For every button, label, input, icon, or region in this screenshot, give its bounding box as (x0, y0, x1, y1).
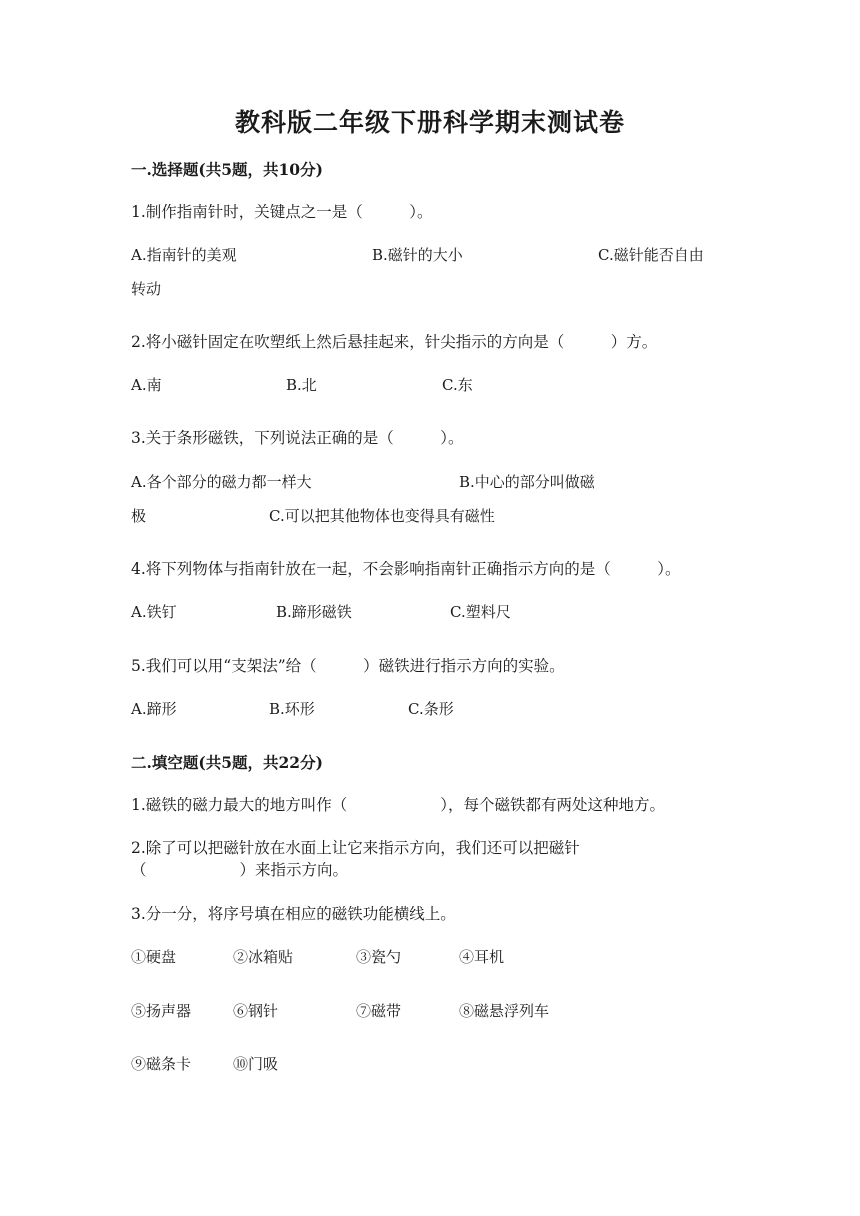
section-heading-choice: 一.选择题(共5题，共10分) (131, 160, 323, 179)
list-item: ④耳机 (459, 948, 505, 966)
option-b: B.磁针的大小 (372, 246, 463, 264)
question-stem: 4.将下列物体与指南针放在一起，不会影响指南针正确指示方向的是（ ）。 (131, 560, 681, 578)
option-c: C.塑料尺 (450, 603, 511, 621)
option-a: A.各个部分的磁力都一样大 (131, 473, 312, 491)
question-stem-continuation: （ ）来指示方向。 (131, 861, 349, 879)
question-stem: 1.制作指南针时，关键点之一是（ ）。 (131, 203, 433, 221)
option-c: C.东 (442, 376, 473, 394)
option-a: A.南 (131, 376, 162, 394)
option-a: A.指南针的美观 (131, 246, 237, 264)
list-item: ⑥钢针 (233, 1002, 279, 1020)
option-c-continuation: 转动 (131, 280, 162, 298)
list-item: ③瓷勺 (356, 948, 402, 966)
option-b: B.中心的部分叫做磁 (459, 473, 595, 491)
list-item: ⑨磁条卡 (131, 1055, 192, 1073)
option-a: A.蹄形 (131, 700, 177, 718)
section-heading-fill: 二.填空题(共5题，共22分) (131, 753, 323, 772)
option-b: B.蹄形磁铁 (276, 603, 352, 621)
question-stem: 3.分一分，将序号填在相应的磁铁功能横线上。 (131, 905, 456, 923)
option-b: B.环形 (269, 700, 315, 718)
list-item: ①硬盘 (131, 948, 177, 966)
list-item: ⑧磁悬浮列车 (459, 1002, 550, 1020)
question-stem: 5.我们可以用“支架法”给（ ）磁铁进行指示方向的实验。 (131, 657, 565, 675)
question-stem: 2.除了可以把磁针放在水面上让它来指示方向，我们还可以把磁针 (131, 839, 580, 857)
list-item: ⑦磁带 (356, 1002, 402, 1020)
question-stem: 2.将小磁针固定在吹塑纸上然后悬挂起来，针尖指示的方向是（ ）方。 (131, 333, 658, 351)
list-item: ⑩门吸 (233, 1055, 279, 1073)
option-b: B.北 (286, 376, 317, 394)
option-c: C.条形 (408, 700, 454, 718)
question-stem: 1.磁铁的磁力最大的地方叫作（ ），每个磁铁都有两处这种地方。 (131, 796, 666, 814)
option-c: C.可以把其他物体也变得具有磁性 (269, 507, 495, 525)
page-title: 教科版二年级下册科学期末测试卷 (234, 108, 625, 137)
list-item: ⑤扬声器 (131, 1002, 192, 1020)
option-b-continuation: 极 (131, 507, 147, 525)
option-c: C.磁针能否自由 (598, 246, 704, 264)
option-a: A.铁钉 (131, 603, 177, 621)
list-item: ②冰箱贴 (233, 948, 294, 966)
question-stem: 3.关于条形磁铁，下列说法正确的是（ ）。 (131, 429, 464, 447)
